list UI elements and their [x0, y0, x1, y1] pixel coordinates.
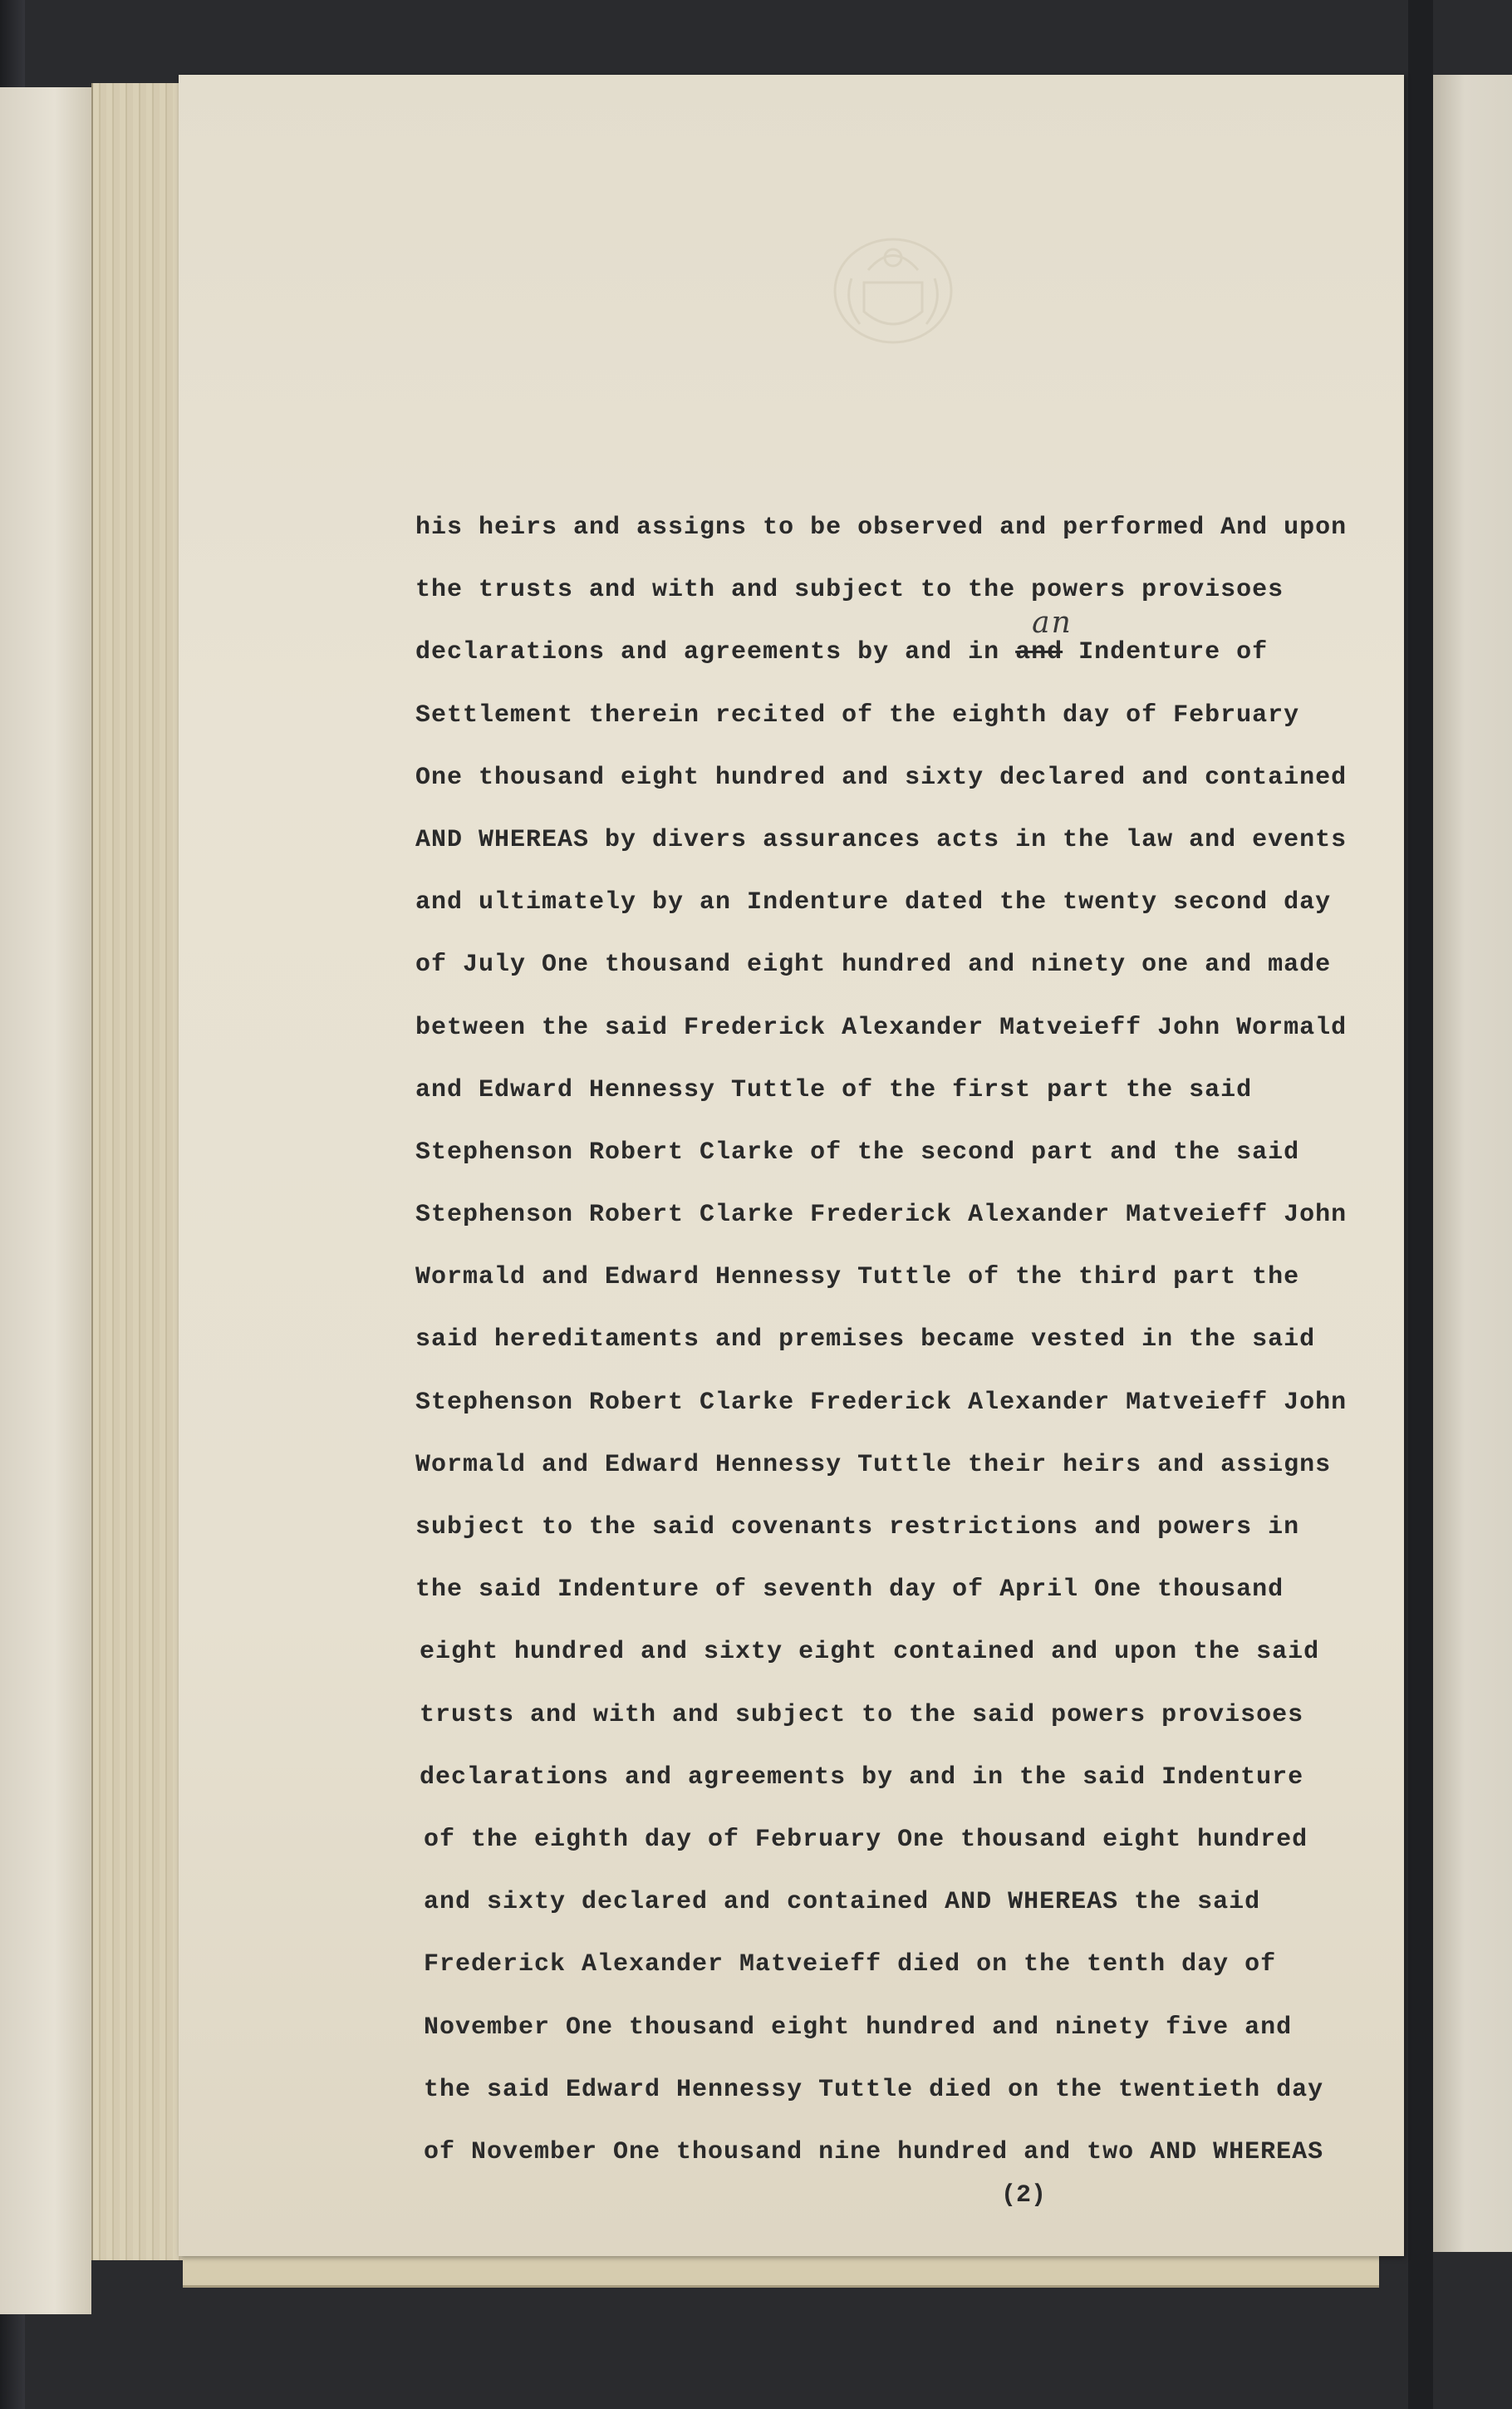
text-line: Settlement therein recited of the eighth day of February	[415, 701, 1300, 730]
text-line: Frederick Alexander Matveieff died on the tenth day of	[424, 1950, 1277, 1979]
text-line: AND WHEREAS by divers assurances acts in the law and events	[415, 825, 1348, 854]
embossed-crest-icon	[818, 220, 968, 353]
text-line: One thousand eight hundred and sixty declared and contained	[415, 763, 1348, 792]
text-segment: Indenture of	[1063, 638, 1269, 667]
handwritten-insertion: an	[1032, 606, 1073, 641]
document-page	[179, 75, 1404, 2256]
text-segment: declarations and agreements by and in	[415, 638, 1016, 667]
text-line: declarations and agreements by and in the said Indenture	[420, 1763, 1304, 1792]
text-line: Stephenson Robert Clarke Frederick Alexander Matveieff John	[415, 1388, 1348, 1417]
text-line: Wormald and Edward Hennessy Tuttle their heirs and assigns	[415, 1450, 1332, 1479]
text-line: Stephenson Robert Clarke Frederick Alexander Matveieff John	[415, 1201, 1348, 1230]
text-line: trusts and with and subject to the said powers provisoes	[420, 1700, 1304, 1729]
page-stack-edges	[91, 83, 193, 2260]
text-line: and Edward Hennessy Tuttle of the first part the said	[415, 1075, 1253, 1104]
text-line: said hereditaments and premises became vested in the said	[415, 1325, 1316, 1354]
text-line: of July One thousand eight hundred and ninety one and made	[415, 951, 1332, 980]
previous-page-edge	[0, 87, 91, 2314]
page-number: (2)	[1001, 2181, 1047, 2210]
text-line: November One thousand eight hundred and ninety five and	[424, 2013, 1293, 2042]
correction	[1015, 606, 1073, 677]
text-line: subject to the said covenants restrictions and powers in	[415, 1513, 1300, 1541]
typed-text-body	[415, 503, 1412, 2190]
text-line: eight hundred and sixty eight contained and upon the said	[420, 1638, 1320, 1667]
text-line: of the eighth day of February One thousand eight hundred	[424, 1825, 1308, 1854]
text-line: and ultimately by an Indenture dated the twenty second day	[415, 888, 1332, 917]
text-line: and sixty declared and contained AND WHEREAS the said	[424, 1888, 1261, 1917]
text-line: his heirs and assigns to be observed and performed And upon	[415, 514, 1348, 542]
text-line: the said Edward Hennessy Tuttle died on the twentieth day	[424, 2075, 1324, 2104]
text-line: the trusts and with and subject to the powers provisoes	[415, 576, 1284, 605]
text-line	[415, 606, 1412, 690]
text-line: the said Indenture of seventh day of April One thousand	[415, 1576, 1284, 1605]
struck-word: and	[1015, 638, 1063, 667]
next-page-edge	[1433, 75, 1512, 2252]
text-line: Stephenson Robert Clarke of the second part and the said	[415, 1138, 1300, 1167]
text-line: between the said Frederick Alexander Matveieff John Wormald	[415, 1013, 1348, 1042]
text-line: Wormald and Edward Hennessy Tuttle of the third part the	[415, 1263, 1300, 1292]
text-line: of November One thousand nine hundred and two AND WHEREAS	[424, 2137, 1324, 2166]
